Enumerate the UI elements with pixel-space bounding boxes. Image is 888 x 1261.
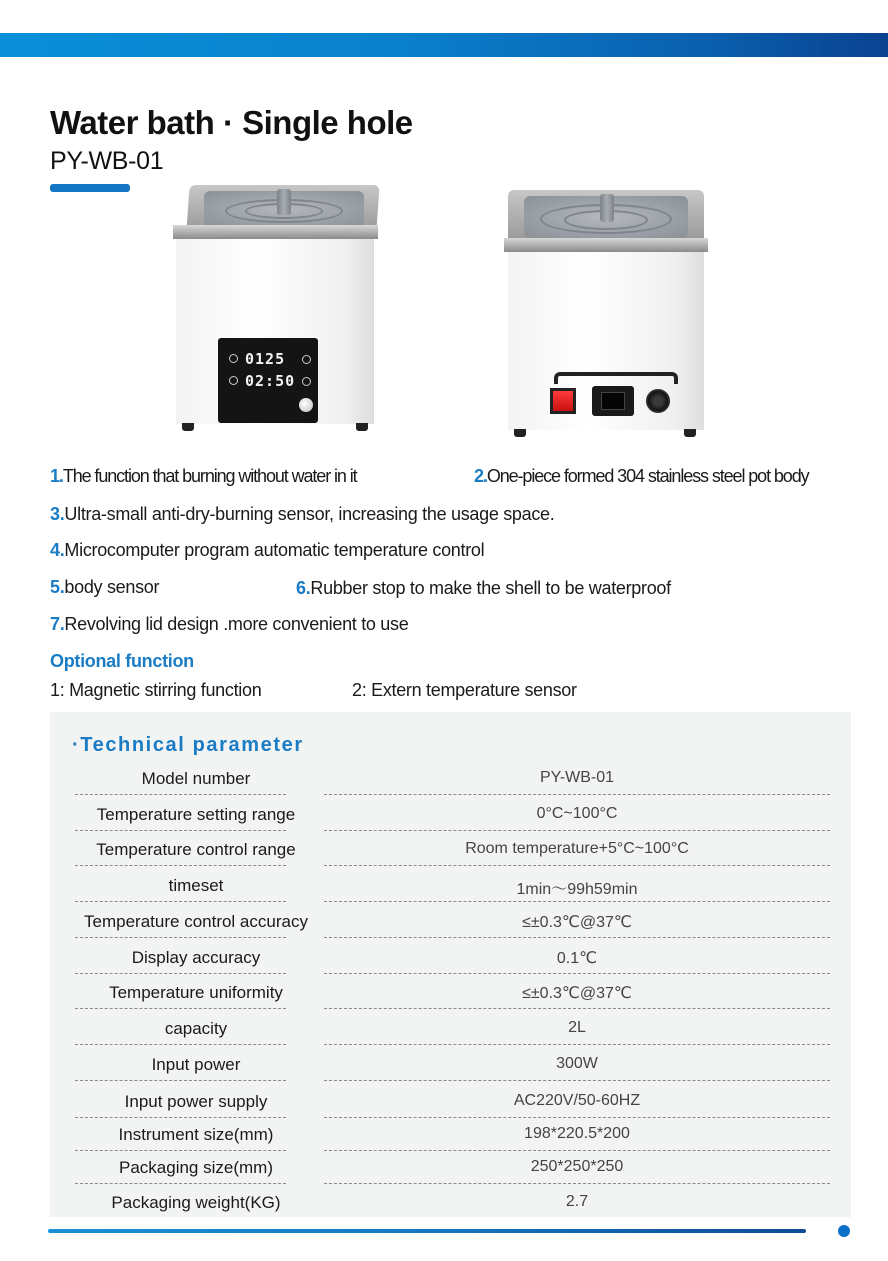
- steel-rim: [173, 225, 378, 239]
- feature-item-3: 3.Ultra-small anti-dry-burning sensor, increasing the usage space.: [50, 504, 555, 524]
- row-divider: [324, 1008, 830, 1009]
- feature-item-5: 5.body sensor: [50, 577, 160, 597]
- parameter-label: Packaging weight(KG): [111, 1193, 281, 1212]
- steel-rim: [504, 238, 708, 252]
- table-row: [0, 983, 888, 1017]
- set-button-icon: [229, 354, 238, 363]
- feature-item-2: 2.One-piece formed 304 stainless steel pot body: [474, 466, 809, 486]
- table-row: [0, 805, 888, 839]
- product-image-rear: [500, 186, 710, 436]
- parameter-label: Packaging size(mm): [119, 1158, 273, 1177]
- row-divider: [324, 830, 830, 831]
- table-row: [0, 1019, 888, 1053]
- feature-item-6: 6.Rubber stop to make the shell to be waterproof: [296, 578, 671, 598]
- top-banner-bar: [0, 33, 888, 57]
- power-switch: [550, 388, 576, 414]
- row-divider: [75, 830, 286, 831]
- parameter-label: Model number: [141, 769, 251, 788]
- row-divider: [324, 1044, 830, 1045]
- foot: [684, 429, 696, 437]
- foot: [356, 423, 368, 431]
- stirrer-spindle: [277, 189, 291, 215]
- parameter-value: AC220V/50-60HZ: [513, 1092, 641, 1109]
- row-divider: [324, 901, 830, 902]
- parameter-label: Display accuracy: [131, 948, 261, 967]
- parameter-value: 2.7: [565, 1193, 589, 1210]
- stirrer-spindle: [600, 194, 614, 222]
- row-divider: [324, 1150, 830, 1151]
- power-knob-icon: [299, 398, 313, 412]
- row-divider: [75, 937, 286, 938]
- row-divider: [324, 1080, 830, 1081]
- parameter-value: 0.1℃: [556, 950, 598, 967]
- row-divider: [75, 1183, 286, 1184]
- parameter-value: 250*250*250: [530, 1158, 624, 1175]
- socket-opening: [601, 392, 625, 410]
- table-row: [0, 1193, 888, 1227]
- footer-dot: [838, 1225, 850, 1237]
- parameter-value: 300W: [556, 1055, 598, 1072]
- title-accent-bar: [50, 184, 130, 192]
- table-row: [0, 1055, 888, 1089]
- temperature-readout: 0125: [245, 350, 286, 368]
- parameter-label: capacity: [164, 1019, 228, 1038]
- parameter-value: PY-WB-01: [539, 769, 615, 786]
- table-row: [0, 769, 888, 803]
- technical-parameter-title: ·Technical parameter: [72, 734, 304, 756]
- parameter-label: Instrument size(mm): [118, 1125, 274, 1144]
- parameter-label: Temperature uniformity: [109, 983, 283, 1002]
- row-divider: [75, 794, 286, 795]
- row-divider: [75, 973, 286, 974]
- row-divider: [324, 973, 830, 974]
- model-subtitle: PY-WB-01: [50, 147, 164, 175]
- parameter-label: Temperature control accuracy: [84, 912, 308, 931]
- parameter-value: ≤±0.3℃@37℃: [522, 914, 632, 931]
- page-title: Water bath · Single hole: [50, 104, 413, 141]
- feature-item-7: 7.Revolving lid design .more convenient to use: [50, 614, 409, 634]
- row-divider: [75, 1080, 286, 1081]
- time-readout: 02:50: [245, 372, 296, 390]
- power-switch-rocker: [553, 391, 573, 411]
- rear-handle: [554, 372, 678, 384]
- footer-line: [48, 1229, 806, 1233]
- row-divider: [75, 1044, 286, 1045]
- parameter-label: Temperature control range: [96, 840, 296, 859]
- row-divider: [324, 937, 830, 938]
- row-divider: [75, 1150, 286, 1151]
- row-divider: [324, 1183, 830, 1184]
- row-divider: [75, 865, 286, 866]
- table-row: [0, 1158, 888, 1192]
- table-row: [0, 1092, 888, 1126]
- foot: [514, 429, 526, 437]
- row-divider: [75, 1117, 286, 1118]
- power-inlet-socket: [592, 386, 634, 416]
- table-row: [0, 1125, 888, 1159]
- foot: [182, 423, 194, 431]
- parameter-value: 1min～99h59min: [516, 881, 638, 898]
- optional-item-2: 2: Extern temperature sensor: [352, 680, 577, 700]
- parameter-label: Input power supply: [124, 1092, 268, 1111]
- parameter-value: Room temperature+5°C~100°C: [465, 840, 689, 857]
- control-panel: [218, 338, 318, 423]
- feature-item-1: 1.The function that burning without water in it: [50, 466, 357, 486]
- row-divider: [75, 1008, 286, 1009]
- parameter-label: timeset: [168, 876, 224, 895]
- table-row: [0, 912, 888, 946]
- optional-item-1: 1: Magnetic stirring function: [50, 680, 262, 700]
- table-row: [0, 876, 888, 910]
- parameter-value: 198*220.5*200: [524, 1125, 630, 1142]
- product-image-front: [170, 185, 395, 435]
- up-arrow-icon: [302, 355, 311, 364]
- timer-button-icon: [229, 376, 238, 385]
- row-divider: [75, 901, 286, 902]
- parameter-label: Temperature setting range: [96, 805, 296, 824]
- down-arrow-icon: [302, 377, 311, 386]
- optional-function-title: Optional function: [50, 651, 194, 671]
- row-divider: [324, 865, 830, 866]
- sensor-port: [646, 389, 670, 413]
- feature-item-4: 4.Microcomputer program automatic temperature control: [50, 540, 485, 560]
- row-divider: [324, 794, 830, 795]
- row-divider: [324, 1117, 830, 1118]
- parameter-value: 2L: [568, 1019, 586, 1036]
- parameter-value: 0°C~100°C: [536, 805, 618, 822]
- table-row: [0, 840, 888, 874]
- parameter-value: ≤±0.3℃@37℃: [522, 985, 632, 1002]
- table-row: [0, 948, 888, 982]
- parameter-label: Input power: [151, 1055, 241, 1074]
